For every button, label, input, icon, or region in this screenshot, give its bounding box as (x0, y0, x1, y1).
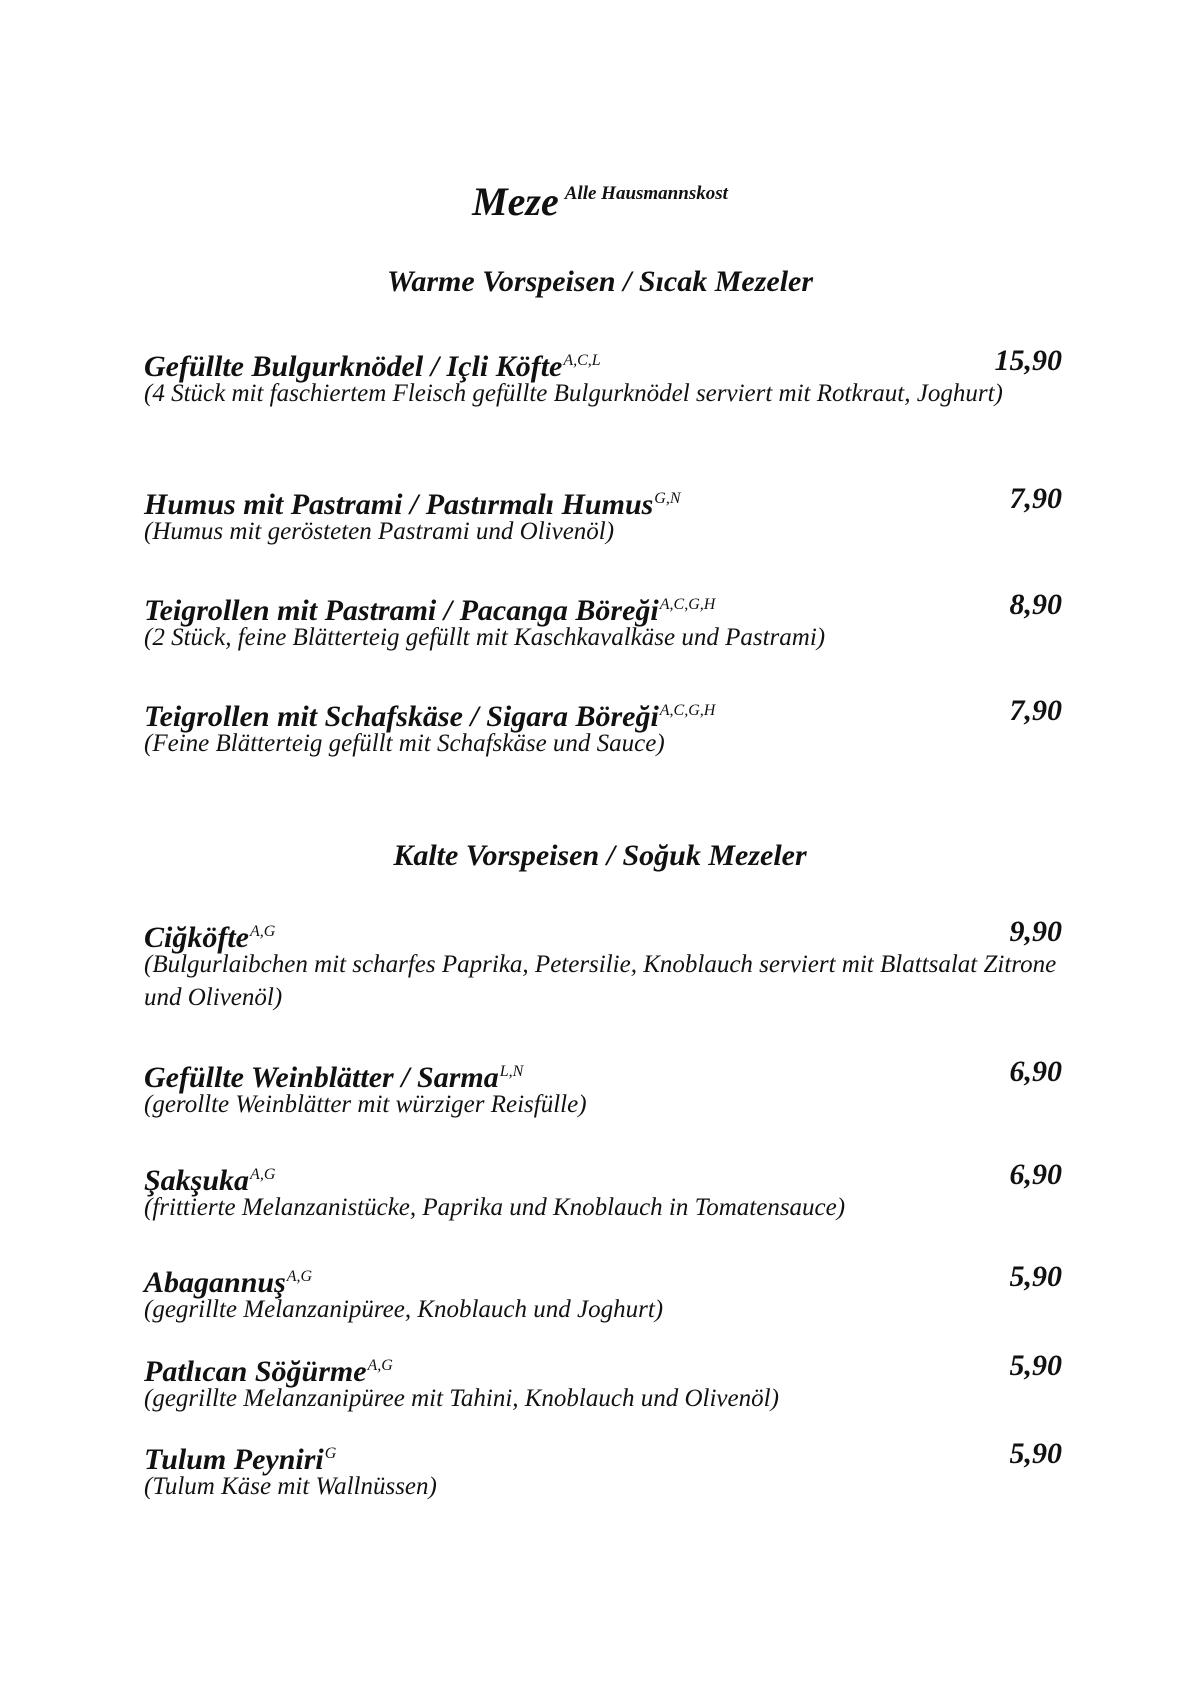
item-allergens: A,G (250, 1166, 276, 1183)
item-price: 8,90 (1009, 588, 1062, 621)
item-name: Patlıcan Söğürme$^{A,G}$ (144, 1355, 393, 1388)
item-name: Teigrollen mit Schafskäse / Sigara Böreği$^{A,C,G,H}$ (144, 700, 716, 733)
menu-item (144, 912, 1062, 1014)
item-name: Gefüllte Weinblätter / Sarma$^{L,N}$ (144, 1061, 524, 1094)
section-heading-cold: Kalte Vorspeisen / Soğuk Mezeler (393, 839, 807, 872)
item-name: Ciğköfte$^{A,G}$ (144, 921, 276, 954)
menu-item (144, 1155, 1062, 1224)
item-allergens: G,N (654, 490, 681, 507)
item-name: Abagannuş$^{A,G}$ (144, 1266, 313, 1299)
menu-item (144, 1434, 1062, 1503)
item-name: Şakşuka$^{A,G}$ (144, 1164, 276, 1197)
item-name: Tulum Peyniri$^G$ (144, 1443, 337, 1476)
menu-item (144, 1257, 1062, 1326)
item-price: 6,90 (1009, 1055, 1062, 1088)
item-allergens: A,C,L (563, 352, 601, 369)
item-price: 5,90 (1009, 1437, 1062, 1470)
item-description: (frittierte Melanzanistücke, Paprika und Knoblauch in Tomatensauce) (144, 1194, 846, 1221)
item-allergens: A,G (250, 923, 276, 940)
item-description: (Feine Blätterteig gefüllt mit Schafskäse und Sauce) (144, 730, 665, 757)
item-price: 7,90 (1009, 694, 1062, 727)
item-price: 6,90 (1009, 1158, 1062, 1191)
item-price: 5,90 (1009, 1260, 1062, 1293)
item-price: 9,90 (1009, 915, 1062, 948)
item-description: (Humus mit gerösteten Pastrami und Olivenöl) (144, 518, 615, 545)
item-description: (Bulgurlaibchen mit scharfes Paprika, Petersilie, Knoblauch serviert mit Blattsalat Zitrone und Olivenöl) (144, 951, 1057, 1011)
menu-item (144, 479, 1062, 548)
item-description: (4 Stück mit faschiertem Fleisch gefüllte Bulgurknödel serviert mit Rotkraut, Joghurt) (144, 380, 1003, 407)
item-allergens: A,G (367, 1357, 393, 1374)
item-allergens: A,G (286, 1268, 313, 1285)
menu-item (144, 691, 1062, 760)
title-main: Meze (472, 179, 559, 224)
item-name: Teigrollen mit Pastrami / Pacanga Böreği$^{A,C,G,H}$ (144, 594, 716, 627)
menu-item (144, 341, 1062, 410)
item-price: 5,90 (1009, 1349, 1062, 1382)
item-name: Gefüllte Bulgurknödel / Içli Köfte$^{A,C,L}$ (144, 350, 601, 383)
item-description: (gerollte Weinblätter mit würziger Reisfülle) (144, 1091, 587, 1118)
menu-item (144, 1052, 1062, 1121)
menu-item (144, 1346, 1062, 1415)
item-allergens: A,C,G,H (659, 596, 716, 613)
item-name: Humus mit Pastrami / Pastırmalı Humus$^{G,N}$ (144, 488, 681, 521)
title-subtitle: Alle Hausmannskost (564, 183, 728, 204)
item-description: (2 Stück, feine Blätterteig gefüllt mit Kaschkavalkäse und Pastrami) (144, 624, 826, 651)
page-title (0, 170, 1200, 226)
item-allergens: A,C,G,H (659, 702, 716, 719)
item-allergens: L,N (499, 1063, 524, 1080)
item-allergens: G (324, 1445, 337, 1462)
item-description: (Tulum Käse mit Wallnüssen) (144, 1473, 437, 1500)
item-price: 7,90 (1009, 482, 1062, 515)
item-price: 15,90 (994, 344, 1062, 377)
item-description: (gegrillte Melanzanipüree mit Tahini, Knoblauch und Olivenöl) (144, 1385, 779, 1412)
section-heading-warm: Warme Vorspeisen / Sıcak Mezeler (386, 265, 814, 298)
item-description: (gegrillte Melanzanipüree, Knoblauch und Joghurt) (144, 1296, 664, 1323)
menu-item (144, 585, 1062, 654)
